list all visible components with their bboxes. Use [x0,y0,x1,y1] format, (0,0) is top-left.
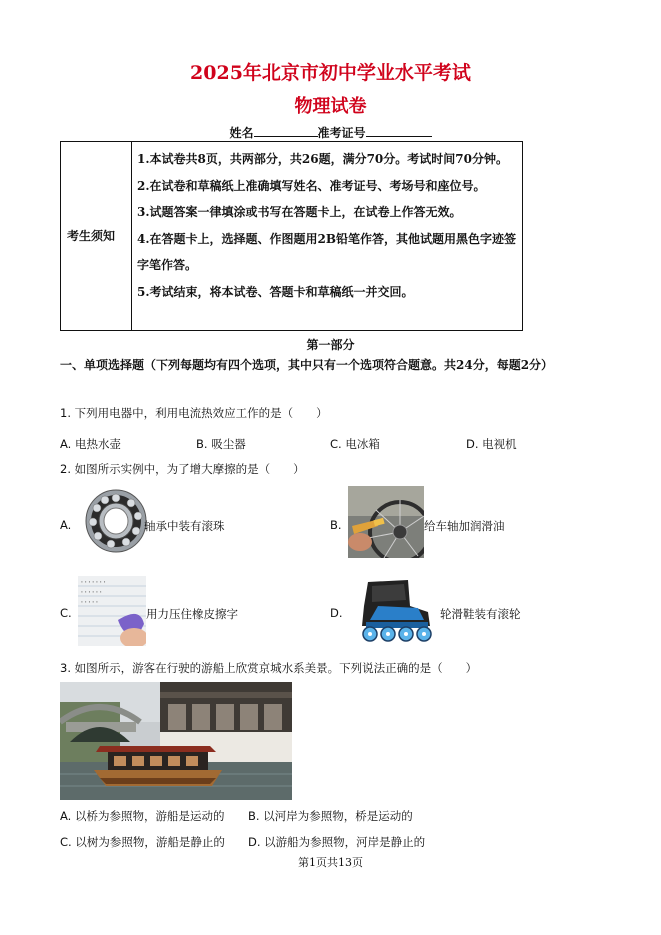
svg-text:ꞏ ꞏ ꞏ ꞏ ꞏ ꞏ: ꞏ ꞏ ꞏ ꞏ ꞏ ꞏ [81,589,102,596]
notice-rules [132,142,523,331]
section-title: 一、单项选择题（下列每题均有四个选项，其中只有一个选项符合题意。共24分，每题2分） [60,358,554,372]
bike-oil-image [348,486,424,558]
q2-option-a-letter[interactable]: A. [60,518,72,532]
notice-heading: 考生须知 [61,142,132,331]
name-label: 姓名 [229,126,254,140]
q3-option-a[interactable]: A. 以桥为参照物，游船是运动的 [60,809,225,823]
q2-option-a-caption: 轴承中装有滚珠 [144,519,225,533]
q3-option-c[interactable]: C. 以树为参照物，游船是静止的 [60,835,225,849]
tour-boat-photo [60,682,292,800]
q3-stem: 3. 如图所示，游客在行驶的游船上欣赏京城水系美景。下列说法正确的是（ ） [60,661,478,675]
q1-stem: 1. 下列用电器中，利用电流热效应工作的是（ ） [60,406,328,420]
svg-text:ꞏ ꞏ ꞏ ꞏ ꞏ: ꞏ ꞏ ꞏ ꞏ ꞏ [81,599,98,606]
notice-rule-4: 4.在答题卡上，选择题、作图题用2B铅笔作答，其他试题用黑色字迹签字笔作答。 [137,231,517,272]
notice-rule-1: 1.本试卷共8页，共两部分，共26题，满分70分。考试时间70分钟。 [137,152,508,166]
exam-id-label: 准考证号 [317,126,366,140]
page-footer: 第1页共13页 [298,856,363,869]
notice-rule-5: 5.考试结束，将本试卷、答题卡和草稿纸一并交回。 [137,284,414,299]
notice-rule-3: 3.试题答案一律填涂或书写在答题卡上，在试卷上作答无效。 [137,205,462,219]
q2-option-b-caption: 给车轴加润滑油 [424,519,505,533]
q2-option-b-letter[interactable]: B. [330,518,342,532]
notice-rule-2: 2.在试卷和草稿纸上准确填写姓名、准考证号、考场号和座位号。 [137,178,486,193]
q1-option-c[interactable]: C. 电冰箱 [330,437,380,451]
q3-option-d[interactable]: D. 以游船为参照物，河岸是静止的 [248,835,426,849]
eraser-image [78,576,146,646]
exam-subtitle: 物理试卷 [294,96,367,117]
bearing-image [80,486,150,556]
exam-id-blank[interactable] [366,124,432,137]
roller-skate-image [348,576,438,644]
candidate-info-row [0,124,661,141]
exam-title: 2025年北京市初中学业水平考试 [190,62,471,84]
q2-option-d-caption: 轮滑鞋装有滚轮 [440,607,521,621]
q2-option-c-caption: 用力压住橡皮擦字 [146,607,238,621]
q2-option-d-letter[interactable]: D. [330,606,343,620]
q1-option-b[interactable]: B. 吸尘器 [196,437,246,451]
name-blank[interactable] [254,124,318,137]
q1-option-d[interactable]: D. 电视机 [466,437,517,451]
q3-option-b[interactable]: B. 以河岸为参照物，桥是运动的 [248,809,413,823]
q2-stem: 2. 如图所示实例中，为了增大摩擦的是（ ） [60,462,305,476]
part-label: 第一部分 [306,338,355,352]
svg-text:ꞏ ꞏ ꞏ ꞏ ꞏ ꞏ ꞏ: ꞏ ꞏ ꞏ ꞏ ꞏ ꞏ ꞏ [81,579,106,586]
q1-option-a[interactable]: A. 电热水壶 [60,437,121,451]
notice-table [60,141,523,331]
q2-option-c-letter[interactable]: C. [60,606,72,620]
